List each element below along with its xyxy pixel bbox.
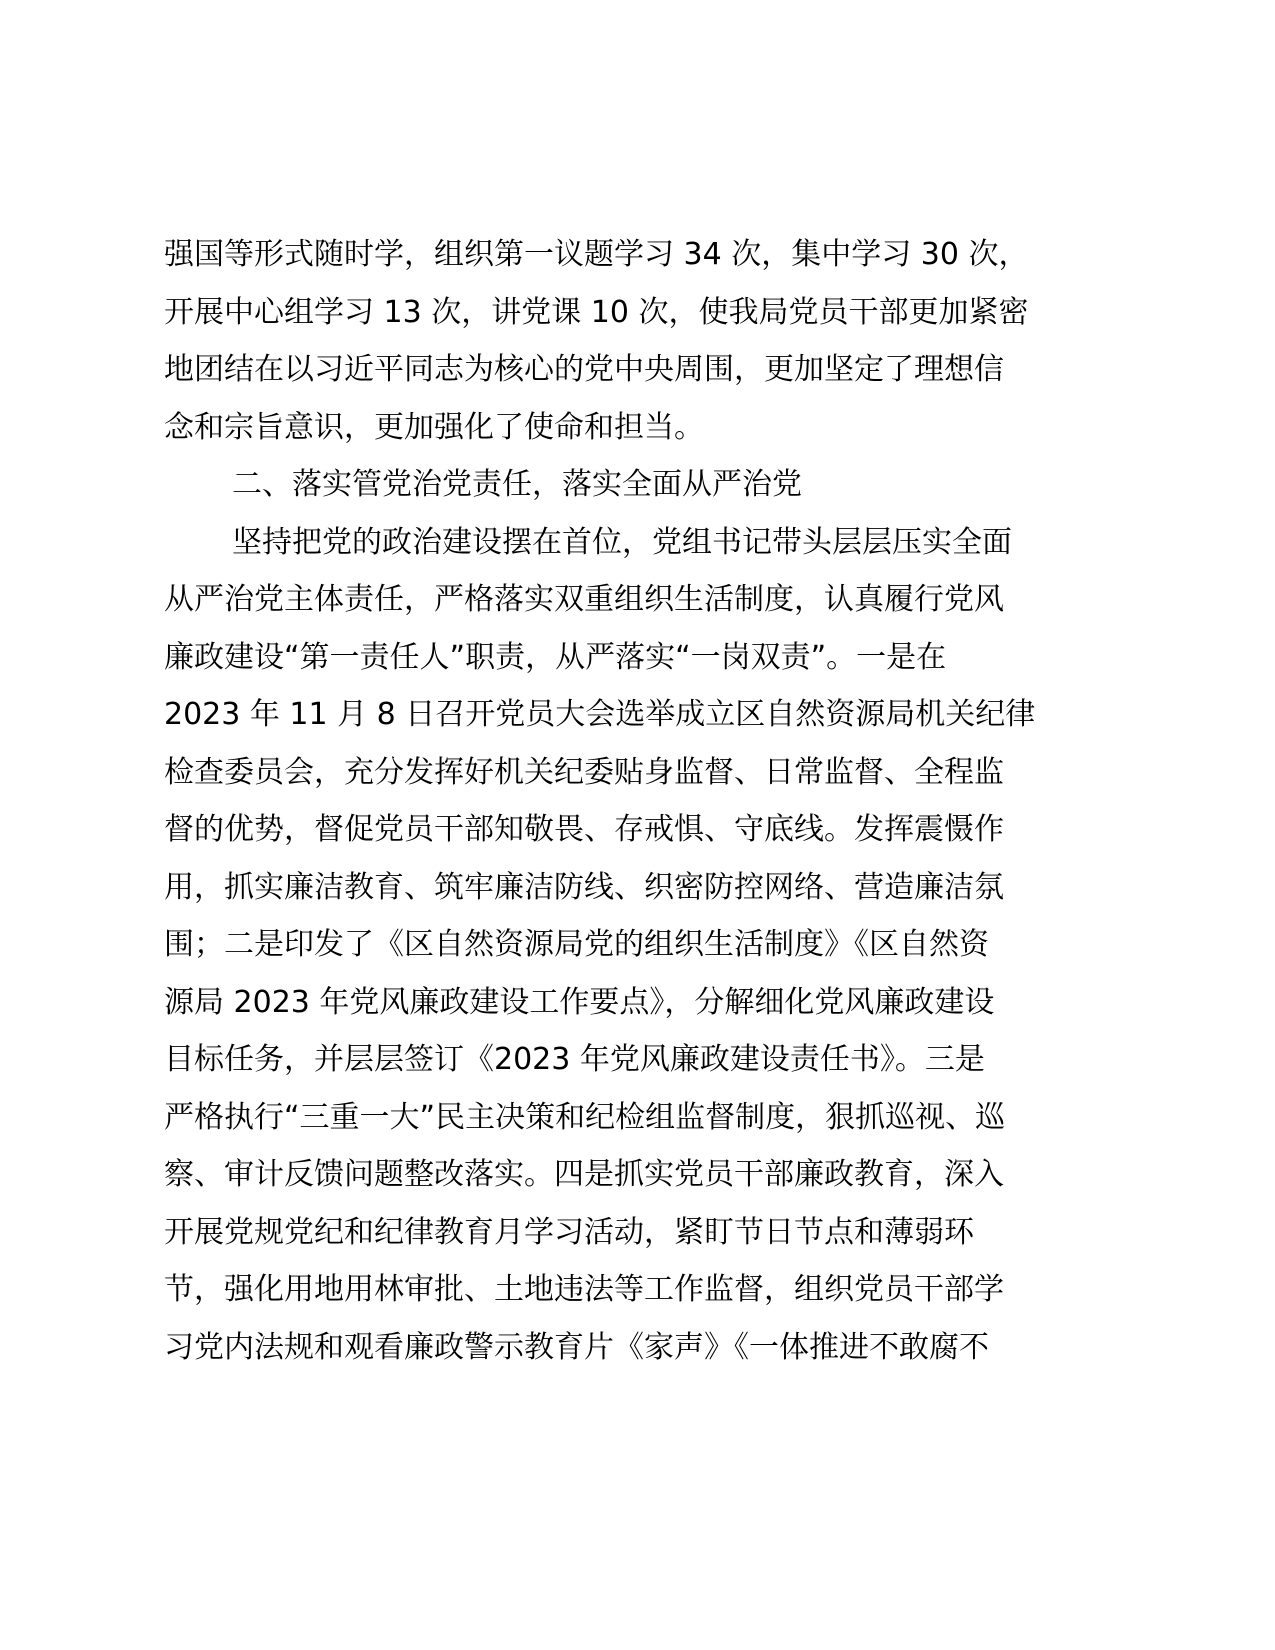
document-body xyxy=(164,226,1124,1376)
text-line: 督的优势，督促党员干部知敬畏、存戒惧、守底线。发挥震慑作 xyxy=(164,812,1004,847)
text-line: 从严治党主体责任，严格落实双重组织生活制度，认真履行党风 xyxy=(164,582,1004,617)
text-line: 目标任务，并层层签订《2023 年党风廉政建设责任书》。三是 xyxy=(164,1042,985,1077)
paragraph-first-line: 坚持把党的政治建设摆在首位，党组书记带头层层压实全面 xyxy=(232,524,1012,560)
text-line: 念和宗旨意识，更加强化了使命和担当。 xyxy=(164,409,704,445)
text-line: 检查委员会，充分发挥好机关纪委贴身监督、日常监督、全程监 xyxy=(164,754,1004,790)
text-line: 2023 年 11 月 8 日召开党员大会选举成立区自然资源局机关纪律 xyxy=(164,697,1036,732)
text-line: 用，抓实廉洁教育、筑牢廉洁防线、织密防控网络、营造廉洁氛 xyxy=(164,869,1004,905)
text-line: 围；二是印发了《区自然资源局党的组织生活制度》《区自然资 xyxy=(164,927,989,962)
text-line: 开展党规党纪和纪律教育月学习活动，紧盯节日节点和薄弱环 xyxy=(164,1214,974,1250)
text-line: 廉政建设“第一责任人”职责，从严落实“一岗双责”。一是在 xyxy=(164,639,947,675)
section-heading: 二、落实管党治党责任，落实全面从严治党 xyxy=(232,467,802,502)
text-line: 习党内法规和观看廉政警示教育片《家声》《一体推进不敢腐不 xyxy=(164,1329,989,1365)
text-line: 源局 2023 年党风廉政建设工作要点》，分解细化党风廉政建设 xyxy=(164,984,995,1020)
text-line: 开展中心组学习 13 次，讲党课 10 次，使我局党员干部更加紧密 xyxy=(164,294,1029,330)
text-line: 察、审计反馈问题整改落实。四是抓实党员干部廉政教育，深入 xyxy=(164,1157,1004,1192)
text-line: 强国等形式随时学，组织第一议题学习 34 次，集中学习 30 次， xyxy=(164,237,1029,272)
text-line: 严格执行“三重一大”民主决策和纪检组监督制度，狠抓巡视、巡 xyxy=(164,1099,1006,1135)
text-line: 地团结在以习近平同志为核心的党中央周围，更加坚定了理想信 xyxy=(164,352,1004,387)
text-line: 节，强化用地用林审批、土地违法等工作监督，组织党员干部学 xyxy=(164,1272,1004,1307)
